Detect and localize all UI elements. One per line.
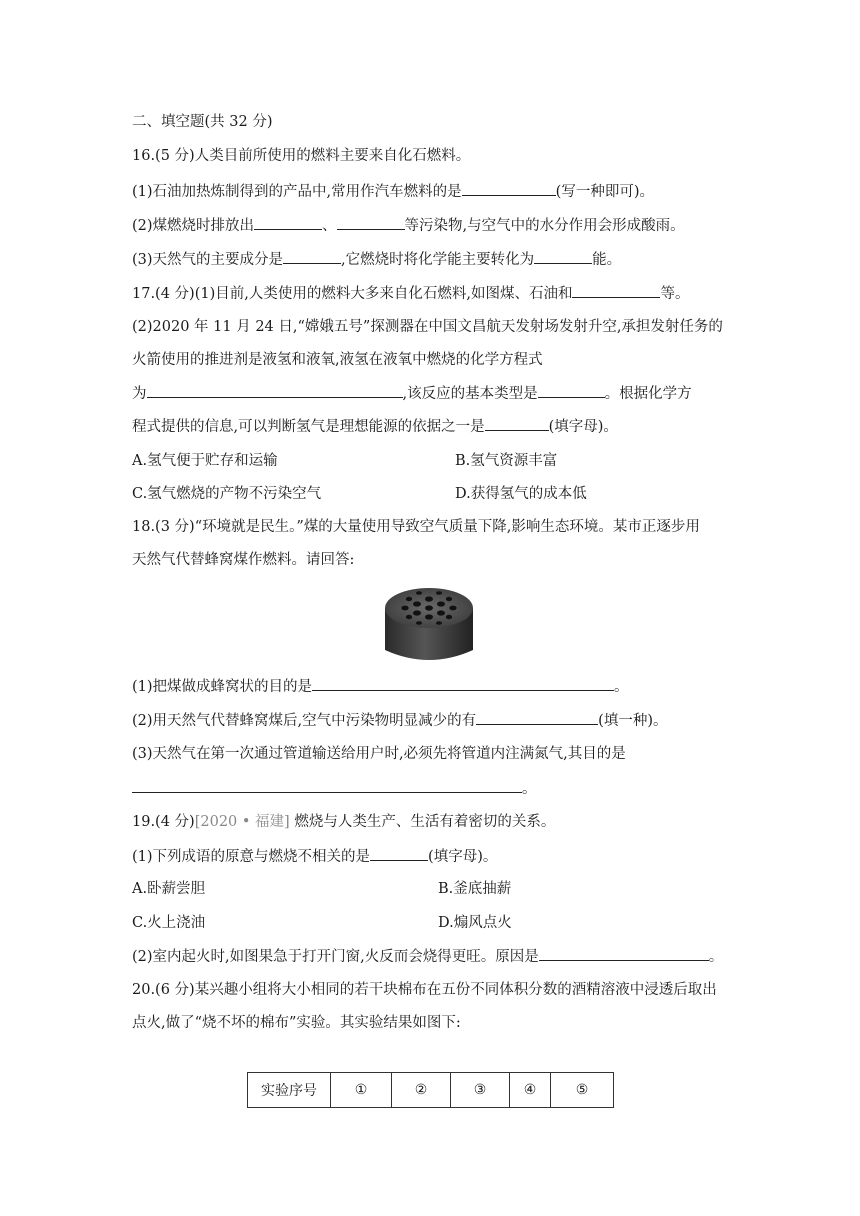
q18-part3-answer — [132, 778, 537, 799]
experiment-table — [247, 1072, 614, 1108]
q16-p2-sep: 、 — [322, 218, 337, 234]
answer-blank[interactable] — [476, 710, 598, 725]
table-row — [248, 1073, 614, 1108]
q16-p2-text: (2)煤燃烧时排放出 — [132, 218, 255, 234]
q19-number: 19.(4 分) — [132, 814, 195, 830]
q19-p2-tail: 。 — [708, 949, 724, 965]
answer-blank[interactable] — [462, 181, 556, 196]
q19-part1 — [132, 846, 497, 867]
q18-part1 — [132, 676, 629, 697]
q16-stem: 16.(5 分)人类目前所使用的燃料主要来自化石燃料。 — [132, 148, 471, 164]
q17-p2-l4-tail: (填字母)。 — [548, 419, 618, 435]
answer-blank[interactable] — [538, 383, 605, 398]
q20-stem-line2: 点火,做了“烧不坏的棉布”实验。其实验结果如图下: — [132, 1015, 461, 1031]
q19-option-d: D.煽风点火 — [438, 915, 512, 931]
q19-p1-tail: (填字母)。 — [428, 849, 498, 865]
q17-stem-tail: 等。 — [660, 286, 690, 302]
q19-source: [2020 • 福建] — [194, 814, 290, 830]
q16-p3-text: (3)天然气的主要成分是 — [132, 252, 284, 268]
q16-p3-tail: 能。 — [592, 252, 622, 268]
q17-stem-text: 17.(4 分)(1)目前,人类使用的燃料大多来自化石燃料,如图煤、石油和 — [132, 286, 573, 302]
q18-stem-line1: 18.(3 分)“环境就是民生。”煤的大量使用导致空气质量下降,影响生态环境。某市正逐步用 — [132, 519, 700, 535]
q16-part1 — [132, 181, 654, 202]
q17-p2-l3-tail: 。根据化学方 — [604, 386, 692, 402]
q19-p1-text: (1)下列成语的原意与燃烧不相关的是 — [132, 849, 371, 865]
answer-blank[interactable] — [337, 215, 405, 230]
answer-blank[interactable] — [572, 283, 660, 298]
q18-p3-tail: 。 — [522, 781, 537, 797]
q19-p2-text: (2)室内起火时,如图果急于打开门窗,火反而会烧得更旺。原因是 — [132, 949, 539, 965]
q17-part2-line2: 火箭使用的推进剂是液氢和液氧,液氢在液氧中燃烧的化学方程式 — [132, 352, 543, 368]
q19-stem — [132, 812, 555, 832]
answer-blank[interactable] — [370, 846, 428, 861]
q20-stem-line1: 20.(6 分)某兴趣小组将大小相同的若干块棉布在五份不同体积分数的酒精溶液中浸透后取出 — [132, 982, 717, 998]
equation-blank[interactable] — [147, 383, 403, 398]
q16-part3 — [132, 249, 621, 270]
honeycomb-briquette-image — [381, 580, 477, 666]
answer-blank[interactable] — [312, 676, 614, 691]
q19-option-b: B.釜底抽薪 — [438, 881, 512, 897]
q16-p2-tail: 等污染物,与空气中的水分作用会形成酸雨。 — [404, 218, 685, 234]
q16-p1-tail: (写一种即可)。 — [555, 184, 654, 200]
q18-stem-line2: 天然气代替蜂窝煤作燃料。请回答: — [132, 552, 355, 568]
q17-option-c: C.氢气燃烧的产物不污染空气 — [132, 486, 322, 502]
table-header-cell: ⑤ — [551, 1073, 614, 1108]
q17-part2-line1: (2)2020 年 11 月 24 日,“嫦娥五号”探测器在中国文昌航天发射场发射升空,承担发射任务的 — [132, 319, 723, 335]
q16-p3-mid: ,它燃烧时将化学能主要转化为 — [341, 252, 535, 268]
q17-option-a: A.氢气便于贮存和运输 — [132, 453, 278, 469]
q17-part2-line3 — [132, 383, 692, 404]
answer-blank[interactable] — [539, 946, 709, 961]
q18-p2-tail: (填一种)。 — [598, 713, 668, 729]
q16-p1-text: (1)石油加热炼制得到的产品中,常用作汽车燃料的是 — [132, 184, 462, 200]
table-header-cell: ① — [331, 1073, 392, 1108]
q19-option-a: A.卧薪尝胆 — [132, 881, 206, 897]
q18-p2-text: (2)用天然气代替蜂窝煤后,空气中污染物明显减少的有 — [132, 713, 477, 729]
q18-p1-text: (1)把煤做成蜂窝状的目的是 — [132, 679, 313, 695]
q17-option-b: B.氢气资源丰富 — [455, 453, 558, 469]
q16-part2 — [132, 215, 685, 236]
table-header-cell: 实验序号 — [248, 1073, 331, 1108]
q17-part2-line4 — [132, 416, 618, 437]
table-header-cell: ④ — [510, 1073, 551, 1108]
q17-stem — [132, 283, 689, 304]
table-header-cell: ② — [392, 1073, 451, 1108]
table-header-cell: ③ — [451, 1073, 510, 1108]
q19-part2 — [132, 946, 723, 967]
q18-p1-tail: 。 — [614, 679, 629, 695]
answer-blank[interactable] — [283, 249, 341, 264]
q17-p2-l3-mid: ,该反应的基本类型是 — [402, 386, 538, 402]
q18-part2 — [132, 710, 667, 731]
q19-option-c: C.火上浇油 — [132, 915, 206, 931]
section-title: 二、填空题(共 32 分) — [132, 114, 273, 130]
answer-blank[interactable] — [534, 249, 592, 264]
q19-stem-text: 燃烧与人类生产、生活有着密切的关系。 — [289, 814, 556, 830]
q17-p2-l3-text: 为 — [132, 386, 147, 402]
answer-blank[interactable] — [254, 215, 322, 230]
q17-p2-l4-text: 程式提供的信息,可以判断氢气是理想能源的依据之一是 — [132, 419, 485, 435]
answer-blank[interactable] — [132, 778, 522, 793]
q18-part3: (3)天然气在第一次通过管道输送给用户时,必须先将管道内注满氮气,其目的是 — [132, 746, 626, 762]
answer-blank[interactable] — [485, 416, 549, 431]
q17-option-d: D.获得氢气的成本低 — [455, 486, 587, 502]
